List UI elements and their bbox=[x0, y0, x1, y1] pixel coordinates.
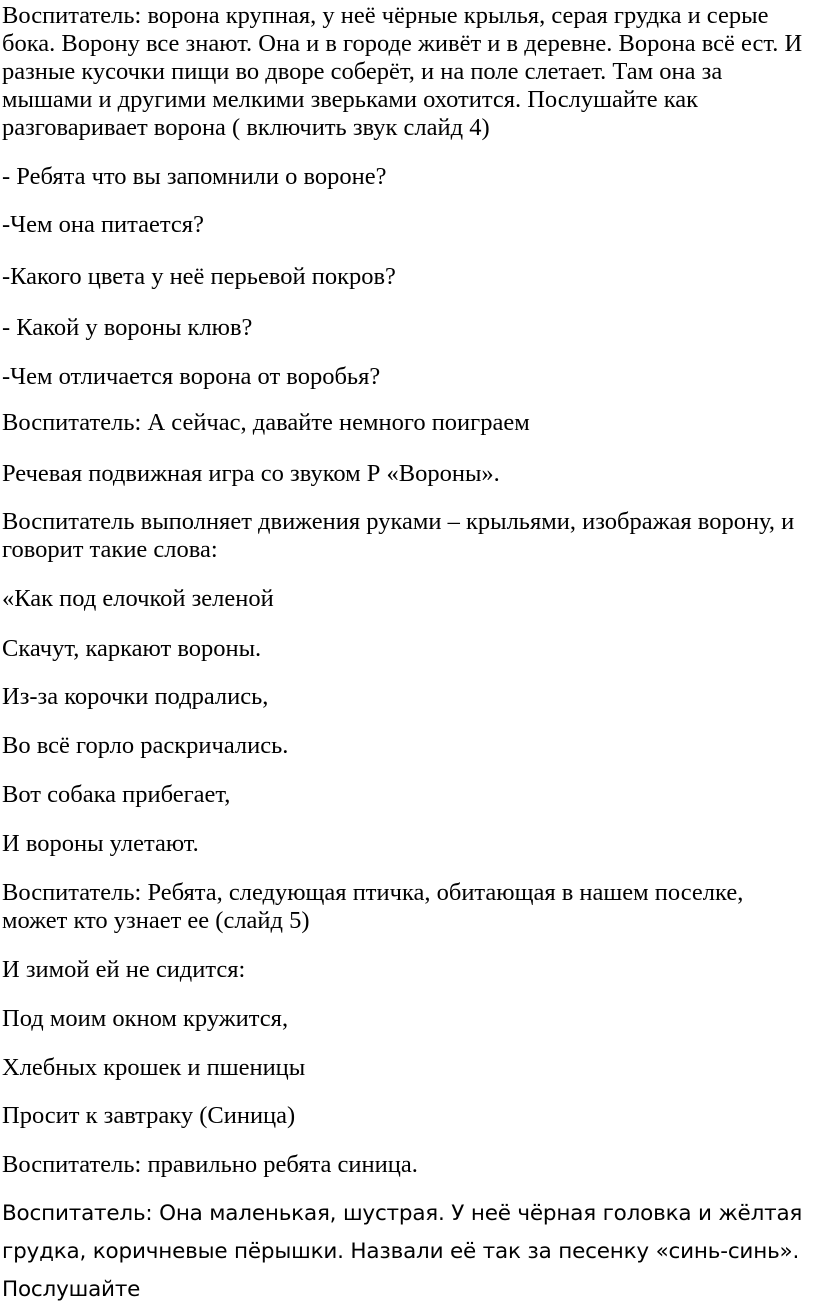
riddle-line-2: Под моим окном кружится, bbox=[2, 1005, 289, 1032]
riddle-line-3: Хлебных крошек и пшеницы bbox=[2, 1054, 306, 1081]
paragraph-tit-description: Воспитатель: Она маленькая, шустрая. У неё чёрная головка и жёлтая грудка, коричневые пёрышки. Назвали её так за песенку «синь-синь». Послушайте bbox=[2, 1201, 809, 1302]
paragraph-next-bird: Воспитатель: Ребята, следующая птичка, обитающая в нашем поселке, может кто узнает ее (слайд 5) bbox=[2, 879, 750, 934]
riddle-line-4: Просит к завтраку (Синица) bbox=[2, 1102, 296, 1129]
poem-line-4: Во всё горло раскричались. bbox=[2, 732, 289, 759]
paragraph-lets-play: Воспитатель: А сейчас, давайте немного поиграем bbox=[2, 409, 530, 436]
paragraph-question-remember: - Ребята что вы запомнили о вороне? bbox=[2, 163, 387, 190]
riddle-line-1: И зимой ей не сидится: bbox=[2, 956, 246, 983]
paragraph-question-beak: - Какой у вороны клюв? bbox=[2, 314, 253, 341]
poem-line-3: Из-за корочки подрались, bbox=[2, 683, 269, 710]
poem-line-6: И вороны улетают. bbox=[2, 830, 199, 857]
paragraph-correct-answer: Воспитатель: правильно ребята синица. bbox=[2, 1151, 418, 1178]
poem-line-1: «Как под елочкой зеленой bbox=[2, 585, 274, 612]
poem-line-5: Вот собака прибегает, bbox=[2, 781, 231, 808]
paragraph-crow-description: Воспитатель: ворона крупная, у неё чёрные крылья, серая грудка и серые бока. Ворону все знают. Она и в городе живёт и в деревне. Ворона всё ест. И разные кусочки пищи во дворе соберёт, и на поле слетает. Там она за мышами и другими мелкими зверьками охотится. Послушайте как разговаривает ворона ( включить звук слайд 4) bbox=[2, 2, 809, 141]
paragraph-question-color: -Какого цвета у неё перьевой покров? bbox=[2, 263, 396, 290]
paragraph-game-instructions: Воспитатель выполняет движения руками – крыльями, изображая ворону, и говорит такие слова: bbox=[2, 508, 801, 563]
poem-line-2: Скачут, каркают вороны. bbox=[2, 635, 262, 662]
paragraph-game-title: Речевая подвижная игра со звуком Р «Вороны». bbox=[2, 460, 500, 487]
paragraph-question-food: -Чем она питается? bbox=[2, 211, 204, 238]
paragraph-question-difference: -Чем отличается ворона от воробья? bbox=[2, 363, 381, 390]
